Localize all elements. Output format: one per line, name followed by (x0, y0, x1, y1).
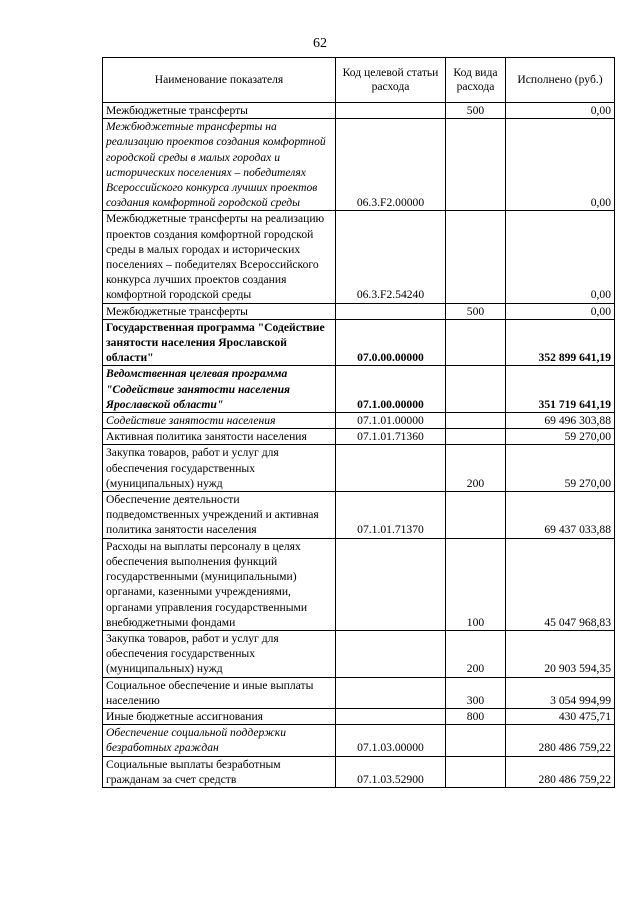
table-row (103, 413, 615, 429)
header-target-code: Код целевой статьи расхода (336, 58, 446, 103)
header-expense-type: Код вида расхода (446, 58, 506, 103)
table-row (103, 538, 615, 630)
row-name-cell: Социальное обеспечение и иные выплаты населению (103, 677, 336, 708)
row-amount-cell: 59 270,00 (506, 429, 615, 445)
row-target-code-cell (336, 303, 446, 319)
row-name-cell: Ведомственная целевая программа "Содействие занятости населения Ярославской области" (103, 366, 336, 413)
page-number: 62 (313, 36, 327, 51)
row-name-cell: Закупка товаров, работ и услуг для обеспечения государственных (муниципальных) нужд (103, 630, 336, 677)
row-expense-type-cell: 100 (446, 538, 506, 630)
row-target-code-cell: 07.1.01.71370 (336, 492, 446, 539)
row-amount-cell: 0,00 (506, 211, 615, 303)
row-amount-cell: 3 054 994,99 (506, 677, 615, 708)
table-row (103, 319, 615, 366)
table-body (103, 103, 615, 788)
table-row (103, 366, 615, 413)
table-row (103, 445, 615, 492)
row-amount-cell: 352 899 641,19 (506, 319, 615, 366)
row-expense-type-cell: 800 (446, 708, 506, 724)
row-amount-cell: 0,00 (506, 119, 615, 211)
row-expense-type-cell: 500 (446, 103, 506, 119)
row-amount-cell: 280 486 759,22 (506, 725, 615, 756)
row-name-cell: Социальные выплаты безработным гражданам за счет средств (103, 756, 336, 787)
row-amount-cell: 280 486 759,22 (506, 756, 615, 787)
row-amount-cell: 69 437 033,88 (506, 492, 615, 539)
row-target-code-cell: 07.1.01.00000 (336, 413, 446, 429)
row-target-code-cell: 06.3.F2.00000 (336, 119, 446, 211)
budget-execution-table (102, 57, 615, 788)
row-expense-type-cell: 200 (446, 445, 506, 492)
row-target-code-cell: 07.1.01.71360 (336, 429, 446, 445)
row-target-code-cell (336, 677, 446, 708)
row-name-cell: Активная политика занятости населения (103, 429, 336, 445)
row-name-cell: Межбюджетные трансферты на реализацию проектов создания комфортной городской среды в малых городах и исторических поселениях – победителях Всероссийского конкурса лучших проектов создания комфортной городской среды (103, 119, 336, 211)
row-target-code-cell: 07.1.03.00000 (336, 725, 446, 756)
row-expense-type-cell (446, 413, 506, 429)
row-expense-type-cell (446, 119, 506, 211)
row-target-code-cell (336, 708, 446, 724)
row-amount-cell: 351 719 641,19 (506, 366, 615, 413)
row-name-cell: Расходы на выплаты персоналу в целях обеспечения выполнения функций государственными (муниципальными) органами, казенными учреждениями, органами управления государственными внебюджетными фондами (103, 538, 336, 630)
row-name-cell: Государственная программа "Содействие занятости населения Ярославской области" (103, 319, 336, 366)
row-target-code-cell (336, 103, 446, 119)
header-name: Наименование показателя (103, 58, 336, 103)
table-row (103, 756, 615, 787)
row-amount-cell: 0,00 (506, 103, 615, 119)
row-target-code-cell: 07.1.03.52900 (336, 756, 446, 787)
table-header-row (103, 58, 615, 103)
row-expense-type-cell (446, 756, 506, 787)
row-target-code-cell: 07.0.00.00000 (336, 319, 446, 366)
row-expense-type-cell (446, 725, 506, 756)
table-row (103, 677, 615, 708)
row-amount-cell: 20 903 594,35 (506, 630, 615, 677)
table-row (103, 725, 615, 756)
row-expense-type-cell (446, 211, 506, 303)
row-amount-cell: 59 270,00 (506, 445, 615, 492)
row-name-cell: Обеспечение социальной поддержки безработных граждан (103, 725, 336, 756)
row-expense-type-cell (446, 319, 506, 366)
row-name-cell: Иные бюджетные ассигнования (103, 708, 336, 724)
row-target-code-cell: 07.1.00.00000 (336, 366, 446, 413)
row-name-cell: Межбюджетные трансферты на реализацию проектов создания комфортной городской среды в малых городах и исторических поселениях – победителях Всероссийского конкурса лучших проектов создания комфортной городской среды (103, 211, 336, 303)
row-amount-cell: 430 475,71 (506, 708, 615, 724)
row-expense-type-cell (446, 366, 506, 413)
row-target-code-cell (336, 538, 446, 630)
row-name-cell: Межбюджетные трансферты (103, 103, 336, 119)
table-row (103, 492, 615, 539)
table-row (103, 119, 615, 211)
row-target-code-cell: 06.3.F2.54240 (336, 211, 446, 303)
row-name-cell: Обеспечение деятельности подведомственных учреждений и активная политика занятости населения (103, 492, 336, 539)
row-name-cell: Закупка товаров, работ и услуг для обеспечения государственных (муниципальных) нужд (103, 445, 336, 492)
row-expense-type-cell (446, 492, 506, 539)
row-target-code-cell (336, 630, 446, 677)
table-row (103, 211, 615, 303)
header-executed-amount: Исполнено (руб.) (506, 58, 615, 103)
row-expense-type-cell: 500 (446, 303, 506, 319)
table-row (103, 303, 615, 319)
row-amount-cell: 0,00 (506, 303, 615, 319)
row-name-cell: Содействие занятости населения (103, 413, 336, 429)
row-expense-type-cell (446, 429, 506, 445)
row-name-cell: Межбюджетные трансферты (103, 303, 336, 319)
row-amount-cell: 69 496 303,88 (506, 413, 615, 429)
table-row (103, 103, 615, 119)
table-row (103, 429, 615, 445)
row-target-code-cell (336, 445, 446, 492)
table-row (103, 630, 615, 677)
row-expense-type-cell: 200 (446, 630, 506, 677)
row-amount-cell: 45 047 968,83 (506, 538, 615, 630)
table-row (103, 708, 615, 724)
row-expense-type-cell: 300 (446, 677, 506, 708)
